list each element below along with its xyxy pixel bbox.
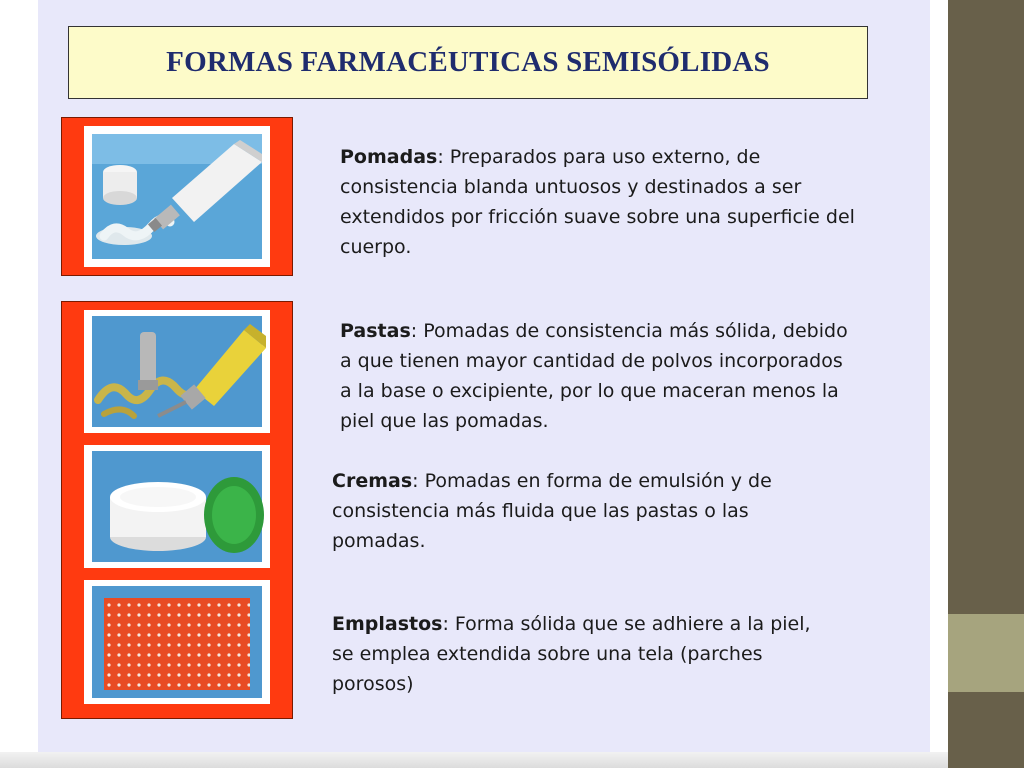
cream-jar-icon <box>84 445 270 568</box>
description-pastas <box>340 316 850 436</box>
term-pastas: Pastas <box>340 320 411 342</box>
paste-tube-icon <box>84 310 270 433</box>
term-cremas: Cremas <box>332 470 413 492</box>
ointment-tube-icon <box>84 126 270 267</box>
page-title: FORMAS FARMACÉUTICAS SEMISÓLIDAS <box>166 46 770 78</box>
photo-pomadas <box>84 126 270 267</box>
image-frame-pomadas <box>61 117 293 276</box>
right-decor-accent <box>948 614 1024 692</box>
photo-pastas <box>84 310 270 433</box>
title-box <box>68 26 868 99</box>
definition-cremas: : Pomadas en forma de emulsión y de consistencia más fluida que las pastas o las pomadas. <box>332 470 772 552</box>
description-pomadas <box>340 142 860 262</box>
image-frame-pastas-cremas-emplastos <box>61 301 293 719</box>
bottom-strip <box>0 752 948 768</box>
porous-patch-icon <box>84 580 270 704</box>
photo-cremas <box>84 445 270 568</box>
description-cremas <box>332 466 822 556</box>
description-emplastos <box>332 609 832 699</box>
definition-pastas: : Pomadas de consistencia más sólida, debido a que tienen mayor cantidad de polvos incorporados a la base o excipiente, por lo que maceran menos la piel que las pomadas. <box>340 320 848 432</box>
definition-emplastos: : Forma sólida que se adhiere a la piel, se emplea extendida sobre una tela (parches porosos) <box>332 613 811 695</box>
photo-emplastos <box>84 580 270 704</box>
definition-pomadas: : Preparados para uso externo, de consistencia blanda untuosos y destinados a ser extendidos por fricción suave sobre una superficie del cuerpo. <box>340 146 855 258</box>
term-emplastos: Emplastos <box>332 613 443 635</box>
term-pomadas: Pomadas <box>340 146 438 168</box>
